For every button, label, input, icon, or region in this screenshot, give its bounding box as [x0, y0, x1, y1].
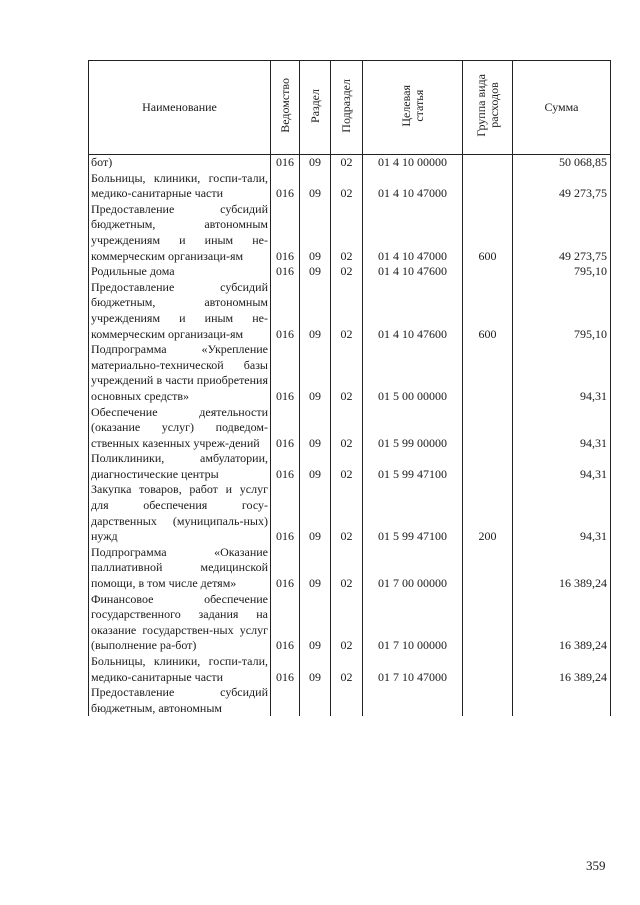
- row-name: Финансовое обеспечение государственного задания на оказание государствен-ных услуг (выполнение ра-бот): [89, 592, 271, 654]
- row-name: Подпрограмма «Укрепление материально-технической базы учреждений в части приобретения основных средств»: [89, 342, 271, 404]
- row-podrazdel: 02: [331, 654, 363, 685]
- table-row: [89, 654, 611, 685]
- row-gruppa: [463, 451, 513, 482]
- row-tselevaya: 01 5 99 47100: [363, 451, 463, 482]
- header-name-label: Наименование: [142, 100, 217, 114]
- row-razdel: 09: [300, 280, 331, 342]
- row-summa: [513, 685, 611, 716]
- row-name: Предоставление субсидий бюджетным, автономным учреждениям и иным не-коммерческим организаци-ям: [89, 202, 271, 264]
- row-podrazdel: 02: [331, 202, 363, 264]
- row-summa: 94,31: [513, 482, 611, 544]
- row-vedomstvo: 016: [271, 451, 300, 482]
- row-gruppa: 600: [463, 280, 513, 342]
- row-name: бот): [89, 155, 271, 171]
- row-name: Больницы, клиники, госпи-тали, медико-санитарные части: [89, 654, 271, 685]
- header-gruppa: [463, 61, 513, 155]
- row-tselevaya: 01 4 10 00000: [363, 155, 463, 171]
- row-summa: 50 068,85: [513, 155, 611, 171]
- table-row: [89, 451, 611, 482]
- table-row: [89, 280, 611, 342]
- row-gruppa: [463, 155, 513, 171]
- row-razdel: [300, 685, 331, 716]
- header-vedomstvo: [271, 61, 300, 155]
- row-tselevaya: 01 5 99 00000: [363, 405, 463, 452]
- row-vedomstvo: 016: [271, 280, 300, 342]
- row-podrazdel: 02: [331, 280, 363, 342]
- row-gruppa: [463, 654, 513, 685]
- page-number: 359: [586, 858, 606, 873]
- row-gruppa: [463, 264, 513, 280]
- table-row: [89, 405, 611, 452]
- row-summa: 16 389,24: [513, 545, 611, 592]
- row-razdel: 09: [300, 654, 331, 685]
- row-razdel: 09: [300, 482, 331, 544]
- row-summa: 49 273,75: [513, 202, 611, 264]
- row-summa: 16 389,24: [513, 654, 611, 685]
- header-razdel-label: Раздел: [307, 88, 322, 123]
- row-tselevaya: 01 7 10 00000: [363, 592, 463, 654]
- row-tselevaya: 01 7 00 00000: [363, 545, 463, 592]
- row-summa: 795,10: [513, 280, 611, 342]
- row-razdel: 09: [300, 451, 331, 482]
- row-razdel: 09: [300, 342, 331, 404]
- row-vedomstvo: 016: [271, 405, 300, 452]
- row-razdel: 09: [300, 155, 331, 171]
- row-summa: 94,31: [513, 451, 611, 482]
- row-gruppa: [463, 545, 513, 592]
- row-vedomstvo: [271, 685, 300, 716]
- row-vedomstvo: 016: [271, 202, 300, 264]
- row-podrazdel: 02: [331, 155, 363, 171]
- row-gruppa: 200: [463, 482, 513, 544]
- row-tselevaya: 01 4 10 47000: [363, 202, 463, 264]
- table-row: [89, 482, 611, 544]
- row-tselevaya: 01 4 10 47600: [363, 264, 463, 280]
- row-tselevaya: 01 7 10 47000: [363, 654, 463, 685]
- row-razdel: 09: [300, 171, 331, 202]
- header-gruppa-label: Группа вида расходов: [473, 74, 501, 137]
- row-gruppa: [463, 592, 513, 654]
- row-gruppa: 600: [463, 202, 513, 264]
- table-header-row: [89, 61, 611, 155]
- row-podrazdel: 02: [331, 405, 363, 452]
- header-tselevaya-label: Целевая статья: [398, 84, 426, 127]
- row-name: Родильные дома: [89, 264, 271, 280]
- row-podrazdel: 02: [331, 482, 363, 544]
- row-vedomstvo: 016: [271, 171, 300, 202]
- row-vedomstvo: 016: [271, 654, 300, 685]
- table-row: [89, 342, 611, 404]
- row-razdel: 09: [300, 405, 331, 452]
- row-vedomstvo: 016: [271, 592, 300, 654]
- row-podrazdel: 02: [331, 592, 363, 654]
- row-podrazdel: [331, 685, 363, 716]
- row-tselevaya: 01 5 00 00000: [363, 342, 463, 404]
- row-summa: 49 273,75: [513, 171, 611, 202]
- row-tselevaya: 01 5 99 47100: [363, 482, 463, 544]
- table-body: [89, 155, 611, 717]
- row-gruppa: [463, 685, 513, 716]
- header-razdel: [300, 61, 331, 155]
- table-row: [89, 155, 611, 171]
- row-podrazdel: 02: [331, 171, 363, 202]
- row-podrazdel: 02: [331, 342, 363, 404]
- row-podrazdel: 02: [331, 545, 363, 592]
- row-podrazdel: 02: [331, 264, 363, 280]
- row-vedomstvo: 016: [271, 482, 300, 544]
- row-tselevaya: 01 4 10 47600: [363, 280, 463, 342]
- header-vedomstvo-label: Ведомство: [277, 78, 292, 133]
- row-summa: 795,10: [513, 264, 611, 280]
- row-name: Подпрограмма «Оказание паллиативной медицинской помощи, в том числе детям»: [89, 545, 271, 592]
- table-row: [89, 202, 611, 264]
- header-tselevaya: [363, 61, 463, 155]
- header-podrazdel: [331, 61, 363, 155]
- row-podrazdel: 02: [331, 451, 363, 482]
- row-summa: 16 389,24: [513, 592, 611, 654]
- row-name: Закупка товаров, работ и услуг для обеспечения госу-дарственных (муниципаль-ных) нужд: [89, 482, 271, 544]
- row-name: Поликлиники, амбулатории, диагностические центры: [89, 451, 271, 482]
- row-razdel: 09: [300, 202, 331, 264]
- table-row: [89, 264, 611, 280]
- row-name: Больницы, клиники, госпи-тали, медико-санитарные части: [89, 171, 271, 202]
- table-row: [89, 171, 611, 202]
- row-vedomstvo: 016: [271, 545, 300, 592]
- row-vedomstvo: 016: [271, 342, 300, 404]
- header-summa: [513, 61, 611, 155]
- row-razdel: 09: [300, 592, 331, 654]
- row-summa: 94,31: [513, 405, 611, 452]
- row-razdel: 09: [300, 264, 331, 280]
- row-gruppa: [463, 171, 513, 202]
- row-gruppa: [463, 405, 513, 452]
- row-name: Предоставление субсидий бюджетным, автономным учреждениям и иным не-коммерческим организаци-ям: [89, 280, 271, 342]
- header-name: [89, 61, 271, 155]
- row-name: Обеспечение деятельности (оказание услуг) подведом-ственных казенных учреж-дений: [89, 405, 271, 452]
- row-gruppa: [463, 342, 513, 404]
- row-razdel: 09: [300, 545, 331, 592]
- row-name: Предоставление субсидий бюджетным, автономным: [89, 685, 271, 716]
- table-row: [89, 545, 611, 592]
- header-podrazdel-label: Подраздел: [339, 78, 353, 133]
- row-tselevaya: [363, 685, 463, 716]
- header-summa-label: Сумма: [544, 100, 579, 114]
- table-row: [89, 685, 611, 716]
- row-summa: 94,31: [513, 342, 611, 404]
- budget-table: [88, 60, 611, 716]
- row-vedomstvo: 016: [271, 155, 300, 171]
- table-row: [89, 592, 611, 654]
- row-tselevaya: 01 4 10 47000: [363, 171, 463, 202]
- row-vedomstvo: 016: [271, 264, 300, 280]
